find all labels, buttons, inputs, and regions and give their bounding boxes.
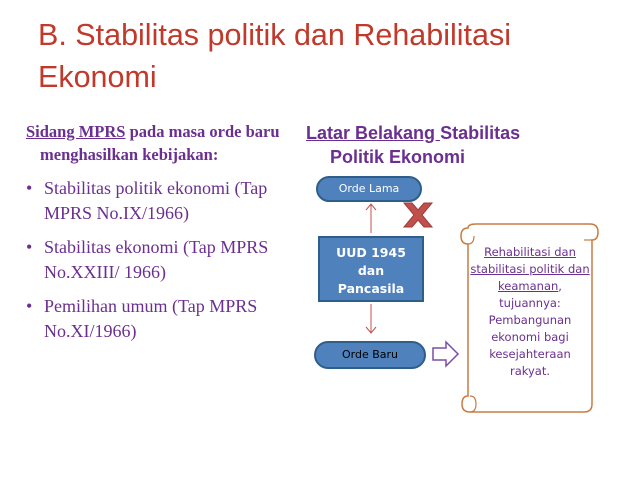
node-uud-line3: Pancasila xyxy=(337,281,405,296)
node-orde-baru-label: Orde Baru xyxy=(341,348,398,361)
bullet-dot-icon: • xyxy=(26,296,33,316)
heading-rest: Stabilitas xyxy=(440,123,521,143)
bullet-dot-icon: • xyxy=(26,237,33,257)
node-uud-1945 xyxy=(318,236,424,302)
scroll-text-rest: , tujuannya: Pembangunan ekonomi bagi kesejahteraan rakyat. xyxy=(488,279,572,378)
cross-icon xyxy=(404,203,432,227)
intro-underlined: Sidang MPRS xyxy=(26,122,126,141)
slide-title-line2: Ekonomi xyxy=(38,60,157,94)
node-orde-baru xyxy=(314,341,426,369)
node-orde-lama xyxy=(316,176,422,202)
slide-title-line1: B. Stabilitas politik dan Rehabilitasi xyxy=(38,18,512,52)
bullet-text: Stabilitas politik ekonomi (Tap MPRS No.IX/1966) xyxy=(44,178,268,223)
node-orde-lama-label: Orde Lama xyxy=(338,182,400,195)
bullet-text: Pemilihan umum (Tap MPRS No.XI/1966) xyxy=(44,296,258,341)
bullet-text: Stabilitas ekonomi (Tap MPRS No.XXIII/ 1966) xyxy=(44,237,269,282)
scroll-text xyxy=(468,244,592,380)
heading-underlined: Latar Belakang xyxy=(306,123,441,143)
scroll-text-underlined: Rehabilitasi dan stabilitasi politik dan keamanan xyxy=(470,245,590,293)
bullet-dot-icon: • xyxy=(26,178,33,198)
down-connector xyxy=(366,304,376,333)
right-arrow-icon xyxy=(433,342,458,366)
node-uud-line2: dan xyxy=(357,263,385,278)
node-uud-line1: UUD 1945 xyxy=(336,245,406,260)
heading-line2: Politik Ekonomi xyxy=(330,147,466,167)
intro-rest: pada masa orde baru menghasilkan kebijakan: xyxy=(40,122,280,164)
up-connector xyxy=(366,204,376,233)
